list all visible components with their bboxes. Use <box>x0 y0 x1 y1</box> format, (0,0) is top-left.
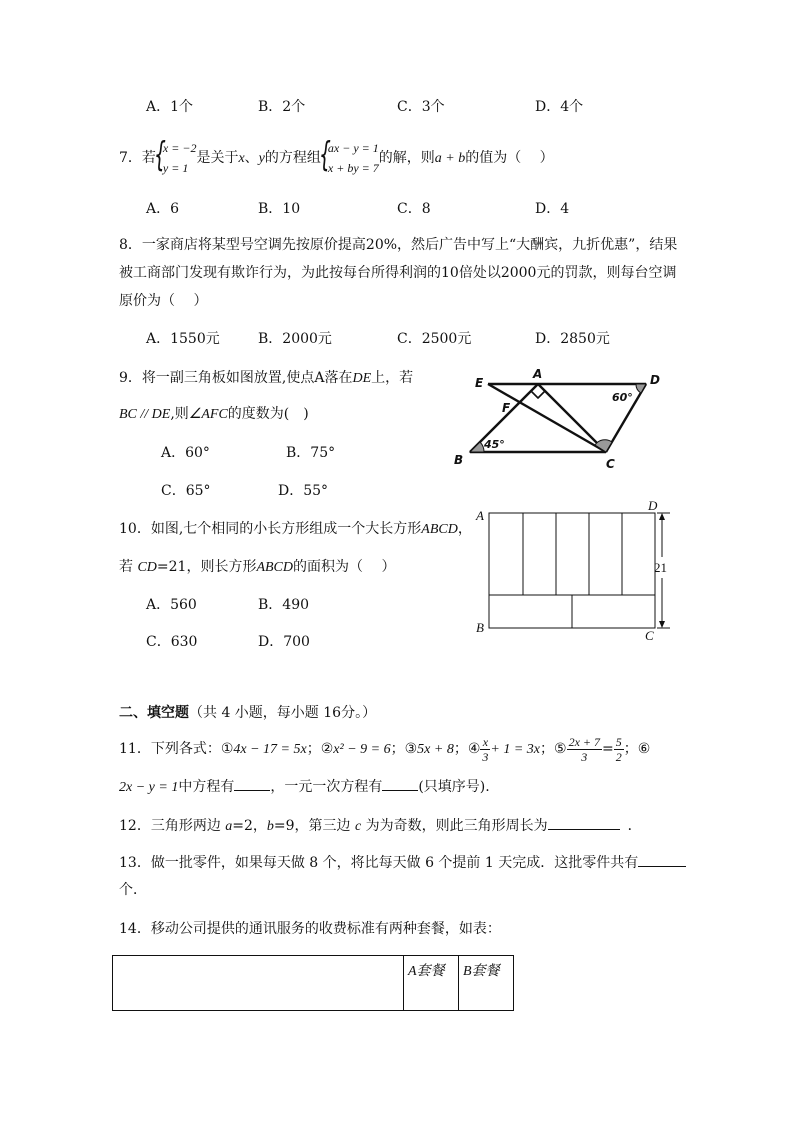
q11-frac-4 <box>480 735 490 764</box>
q10-rectangle-figure <box>472 500 682 646</box>
q7-sep: 、 <box>244 150 259 166</box>
label-b: B <box>476 620 484 635</box>
q11-frac-5b-num: 5 <box>615 734 622 749</box>
table-header-plan-a: A套餐 <box>404 956 459 1011</box>
q13-blank[interactable] <box>638 866 686 867</box>
label-a: A <box>533 367 543 381</box>
q8-line-1: 8．一家商店将某型号空调先按原价提高20%，然后广告中写上“大酬宾，九折优惠”，结果 <box>119 237 678 253</box>
q6-option-a: A．1个 <box>146 99 194 115</box>
angle-c-mark <box>595 440 612 452</box>
q10-option-c: C．630 <box>146 634 198 650</box>
q11-frac-5 <box>567 735 602 764</box>
q7-solution-x: x = −2 <box>162 141 197 155</box>
q10-rect-name: ABCD <box>421 522 458 537</box>
q9-option-a: A．60° <box>161 445 210 461</box>
q9-text-d: ,则 <box>170 406 189 422</box>
q10-text-a: 10．如图,七个相同的小长方形组成一个大长方形 <box>119 521 422 537</box>
q7-solution-system: { x = −2 y = 1 <box>156 138 197 178</box>
q9-option-c: C．65° <box>161 483 211 499</box>
q12-a: a <box>225 819 233 834</box>
q9-text-a: 9．将一副三角板如图放置,使点 <box>119 370 315 386</box>
q11-text-c: (只填序号). <box>418 779 490 795</box>
q9-text-b: 落在 <box>324 370 353 386</box>
q7-option-d: D．4 <box>535 201 570 217</box>
q11-sep-4: ； <box>540 741 554 757</box>
q9-option-b: B．75° <box>286 445 336 461</box>
q7-expr: a + b <box>434 151 466 166</box>
q11-text-b: ，一元一次方程有 <box>270 779 383 795</box>
q11-frac-5-num: 2x + 7 <box>568 734 600 749</box>
q11-expr-6: 2x − y = 1 <box>119 780 179 795</box>
q11-expr-5-eq: = <box>602 741 614 757</box>
q7-prefix: 7．若 <box>119 150 156 166</box>
q7-suffix: 的解，则 <box>378 150 435 166</box>
q11-line-1 <box>119 732 650 767</box>
label-c: C <box>645 628 654 643</box>
section-2-heading <box>119 702 376 722</box>
q8-option-c: C．2500元 <box>397 331 472 347</box>
q10-option-a: A．560 <box>146 597 197 613</box>
q10-text-d: =21，则长方形 <box>156 559 257 575</box>
q11-frac-4-num: x <box>480 735 490 750</box>
q7-option-b: B．10 <box>258 201 301 217</box>
q11-circle-1: ① <box>220 741 234 757</box>
q9-line-2 <box>119 403 309 423</box>
q7-equation-system: { ax − y = 1 x + by = 7 <box>321 138 379 178</box>
q10-line-2 <box>119 556 395 576</box>
q8-option-d: D．2850元 <box>535 331 610 347</box>
q13-text: 13．做一批零件，如果每天做 8 个，将比每天做 6 个提前 1 天完成．这批零件共有 <box>119 855 639 871</box>
q12-b: b <box>266 819 274 834</box>
q8-line-2: 被工商部门发现有欺诈行为，为此按每台所得利润的10倍处以2000元的罚款，则每台空调 <box>119 265 677 281</box>
q7-eq2: x + by = 7 <box>327 161 379 175</box>
label-a: A <box>476 508 484 523</box>
q6-option-c: C．3个 <box>397 99 445 115</box>
q7-var-y: y <box>258 151 265 166</box>
q11-frac-5b <box>614 735 624 764</box>
q13-line-2: 个． <box>119 882 147 898</box>
label-b: B <box>454 453 464 467</box>
q9-option-d: D．55° <box>278 483 329 499</box>
q11-text-a: 中方程有 <box>178 779 235 795</box>
q11-sep-1: ； <box>306 741 321 757</box>
q11-expr-3: 5x + 8 <box>417 742 454 757</box>
q8-option-b: B．2000元 <box>258 331 332 347</box>
q11-blank-1[interactable] <box>234 790 270 791</box>
table-row <box>113 956 514 1011</box>
q7-var-x: x <box>238 151 245 166</box>
q10-text-e: 的面积为（ ） <box>293 559 396 575</box>
q10-cd: CD <box>137 560 157 575</box>
q7-solution-y: y = 1 <box>162 161 189 175</box>
q8-option-a: A．1550元 <box>146 331 220 347</box>
q7-end: 的值为（ ） <box>465 150 554 166</box>
table-header-blank <box>113 956 404 1011</box>
q9-text-e: 的度数为( ) <box>227 406 309 422</box>
label-angle-60: 60° <box>612 391 633 404</box>
q11-circle-6: ⑥ <box>637 741 651 757</box>
label-angle-45: 45° <box>484 438 505 451</box>
label-c: C <box>606 457 615 470</box>
q10-line-1 <box>119 518 472 538</box>
q11-prefix: 11．下列各式： <box>119 741 221 757</box>
q11-circle-4: ④ <box>467 741 481 757</box>
q11-frac-4-den: 3 <box>482 749 489 764</box>
q11-blank-2[interactable] <box>382 790 418 791</box>
q11-frac-5-den: 3 <box>581 749 588 764</box>
q9-point-a: A <box>314 370 325 386</box>
q10-option-d: D．700 <box>258 634 310 650</box>
q7-option-a: A．6 <box>146 201 180 217</box>
q10-text-c: 若 <box>119 559 138 575</box>
label-d: D <box>648 500 658 513</box>
q6-option-d: D．4个 <box>535 99 584 115</box>
q11-sep-3: ； <box>453 741 468 757</box>
q12-text-c: =9，第三边 <box>273 818 355 834</box>
q14-fee-table <box>112 955 514 1011</box>
q12-blank[interactable] <box>548 829 620 830</box>
q12-text-d: 为为奇数，则此三角形周长为 <box>361 818 548 834</box>
q11-expr-2: x² − 9 = 6 <box>333 742 391 757</box>
q9-de: DE <box>352 371 372 386</box>
label-e: E <box>475 376 484 390</box>
q11-sep-2: ； <box>390 741 405 757</box>
section-2-note: （共 4 小题，每小题 16分。） <box>189 705 377 721</box>
q11-sep-5: ； <box>623 741 638 757</box>
q10-rect-name-2: ABCD <box>256 560 294 575</box>
dim-arrow-up <box>659 513 665 520</box>
q12-end: ． <box>627 818 642 834</box>
section-2-title: 二、填空题 <box>119 705 189 721</box>
q10-text-b: ， <box>457 521 472 537</box>
q12-text-a: 12．三角形两边 <box>119 818 226 834</box>
q11-circle-2: ② <box>320 741 334 757</box>
q9-text-c: 上，若 <box>371 370 414 386</box>
q6-option-b: B．2个 <box>258 99 306 115</box>
right-angle-mark <box>531 391 545 398</box>
table-header-plan-b: B套餐 <box>459 956 514 1011</box>
q11-expr-4-rest: + 1 = 3x <box>490 742 540 757</box>
q7-option-c: C．8 <box>397 201 431 217</box>
dim-arrow-down <box>659 621 665 628</box>
q13-line-1 <box>119 852 686 872</box>
question-12 <box>119 815 642 835</box>
q9-triangle-figure <box>440 360 680 470</box>
q9-angle: ∠AFC <box>188 407 228 422</box>
q14-line: 14．移动公司提供的通讯服务的收费标准有两种套餐，如表： <box>119 921 501 937</box>
q12-text-b: =2， <box>232 818 267 834</box>
q12-c: c <box>355 819 362 834</box>
q10-option-b: B．490 <box>258 597 310 613</box>
q7-eq1: ax − y = 1 <box>327 141 379 155</box>
q11-circle-3: ③ <box>404 741 418 757</box>
q7-mid2: 的方程组 <box>264 150 321 166</box>
label-d: D <box>650 373 660 387</box>
label-f: F <box>502 401 511 415</box>
question-7 <box>119 135 554 178</box>
q11-expr-1: 4x − 17 = 5x <box>233 742 307 757</box>
q11-frac-5b-den: 2 <box>615 749 622 764</box>
q11-circle-5: ⑤ <box>554 741 567 757</box>
dimension-21: 21 <box>654 560 667 575</box>
q7-mid: 是关于 <box>196 150 239 166</box>
q11-line-2 <box>119 776 490 796</box>
q9-line-1 <box>119 367 413 387</box>
q8-line-3: 原价为（ ） <box>119 293 208 309</box>
q9-parallel: BC // DE <box>119 407 171 422</box>
